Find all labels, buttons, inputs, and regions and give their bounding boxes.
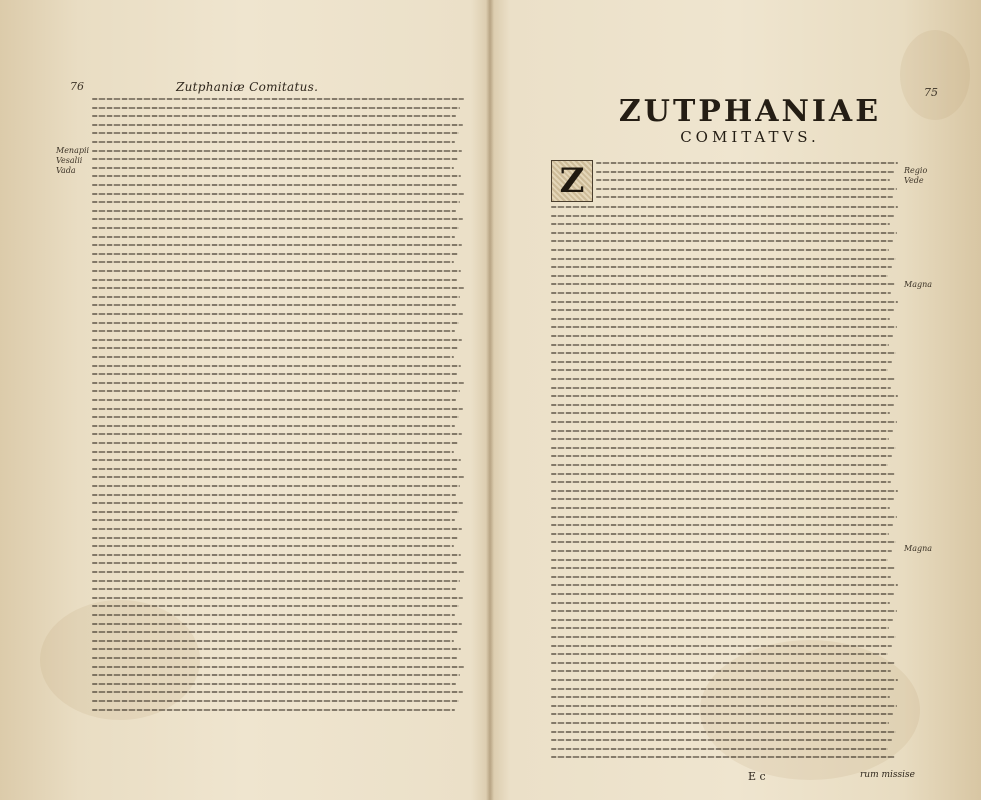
text-line [92,416,459,418]
text-line [551,533,889,535]
right-body-text-intro [596,162,898,204]
text-line [92,382,464,384]
text-line [551,490,898,492]
text-line [92,588,456,590]
catchword: rum missise [860,770,915,780]
text-line [92,442,458,444]
text-line [92,399,456,401]
text-line [92,571,464,573]
text-line [551,455,892,457]
text-line [551,309,894,311]
text-line [551,636,896,638]
text-line [92,330,455,332]
text-line [551,352,896,354]
text-line [92,408,463,410]
text-line [92,132,459,134]
text-line [92,709,455,711]
text-line [551,240,893,242]
text-line [551,748,888,750]
text-line [92,700,459,702]
text-line [551,576,891,578]
right-page-number: 75 [924,86,938,99]
text-line [551,387,891,389]
text-line [92,528,462,530]
text-line [551,369,888,371]
text-line [551,301,898,303]
text-line [551,283,895,285]
left-body-text [92,98,464,718]
text-line [551,619,893,621]
text-line [551,318,890,320]
text-line [551,438,889,440]
text-line [551,473,895,475]
text-line [92,485,460,487]
text-line [92,356,454,358]
text-line [92,218,463,220]
left-page-number: 76 [70,80,84,93]
text-line [92,451,454,453]
text-line [551,645,892,647]
text-line [92,494,456,496]
signature-mark: E c [748,770,766,783]
text-line [551,705,897,707]
text-line [551,498,894,500]
text-line [551,584,898,586]
text-line [551,464,888,466]
text-line [92,657,457,659]
text-line [92,279,457,281]
text-line [92,236,455,238]
text-line [596,162,898,164]
text-line [92,313,463,315]
text-line [596,188,897,190]
text-line [551,610,897,612]
text-line [551,335,893,337]
right-margin-note-4: Magna [904,544,933,553]
text-line [551,722,889,724]
text-line [92,511,459,513]
text-line [92,537,458,539]
text-line [551,412,890,414]
text-line [551,258,896,260]
text-line [92,175,461,177]
text-line [596,196,893,198]
text-line [92,476,464,478]
text-line [92,296,460,298]
text-line [551,223,890,225]
text-line [551,326,897,328]
text-line [551,602,890,604]
left-margin-note-3: Vada [56,166,76,175]
text-line [92,519,455,521]
left-margin-note-2: Vesalii [56,156,83,165]
text-line [551,361,892,363]
text-line [551,378,895,380]
text-line [92,674,460,676]
text-line [551,662,895,664]
text-line [551,516,897,518]
subtitle: COMITATVS. [680,128,820,146]
text-line [92,545,454,547]
text-line [551,524,893,526]
text-line [551,627,889,629]
text-line [551,275,888,277]
text-line [92,193,464,195]
text-line [551,688,894,690]
text-line [92,210,456,212]
text-line [92,253,458,255]
text-line [92,270,461,272]
text-line [92,244,462,246]
text-line [596,179,890,181]
text-line [551,430,893,432]
text-line [551,249,889,251]
text-line [92,347,458,349]
right-margin-note-3: Magna [904,280,933,289]
text-line [92,115,456,117]
text-line [551,756,895,758]
text-line [92,261,454,263]
text-line [551,567,895,569]
text-line [92,201,460,203]
text-line [92,124,463,126]
text-line [551,713,893,715]
text-line [551,395,898,397]
text-line [551,679,898,681]
text-line [92,433,462,435]
right-margin-note-1: Regio [904,166,928,175]
text-line [92,167,454,169]
text-line [551,215,894,217]
text-line [92,640,454,642]
text-line [92,373,457,375]
text-line [92,287,464,289]
text-line [92,666,464,668]
text-line [551,404,894,406]
text-line [551,670,891,672]
text-line [92,562,457,564]
text-line [92,98,464,100]
text-line [551,507,890,509]
text-line [92,580,460,582]
text-line [551,292,891,294]
text-line [551,593,894,595]
right-margin-note-2: Vede [904,176,924,185]
left-running-head: Zutphaniæ Comitatus. [176,80,319,94]
text-line [92,648,461,650]
text-line [92,683,456,685]
left-page [0,0,490,800]
text-line [92,605,459,607]
text-line [92,322,459,324]
title: ZUTPHANIAE [618,94,882,129]
text-line [551,344,889,346]
text-line [92,339,462,341]
text-line [551,421,897,423]
left-margin-note-1: Menapii [56,146,90,155]
text-line [92,141,455,143]
text-line [92,691,463,693]
text-line [92,623,462,625]
decorated-initial: Z [551,160,593,202]
text-line [92,597,463,599]
text-line [92,614,455,616]
text-line [92,150,462,152]
text-line [551,696,890,698]
text-line [92,390,460,392]
text-line [92,365,461,367]
text-line [551,550,892,552]
text-line [92,631,458,633]
text-line [92,184,457,186]
text-line [92,304,456,306]
text-line [551,232,897,234]
text-line [92,468,457,470]
text-line [551,653,888,655]
text-line [92,227,459,229]
text-line [92,107,460,109]
text-line [551,739,892,741]
text-line [551,266,892,268]
text-line [92,554,461,556]
text-line [92,425,455,427]
text-line [551,206,898,208]
text-line [92,158,458,160]
text-line [551,481,891,483]
text-line [92,502,463,504]
text-line [551,541,896,543]
text-line [551,731,896,733]
text-line [551,559,888,561]
right-body-text [551,206,898,766]
text-line [92,459,461,461]
text-line [596,171,894,173]
text-line [551,447,896,449]
